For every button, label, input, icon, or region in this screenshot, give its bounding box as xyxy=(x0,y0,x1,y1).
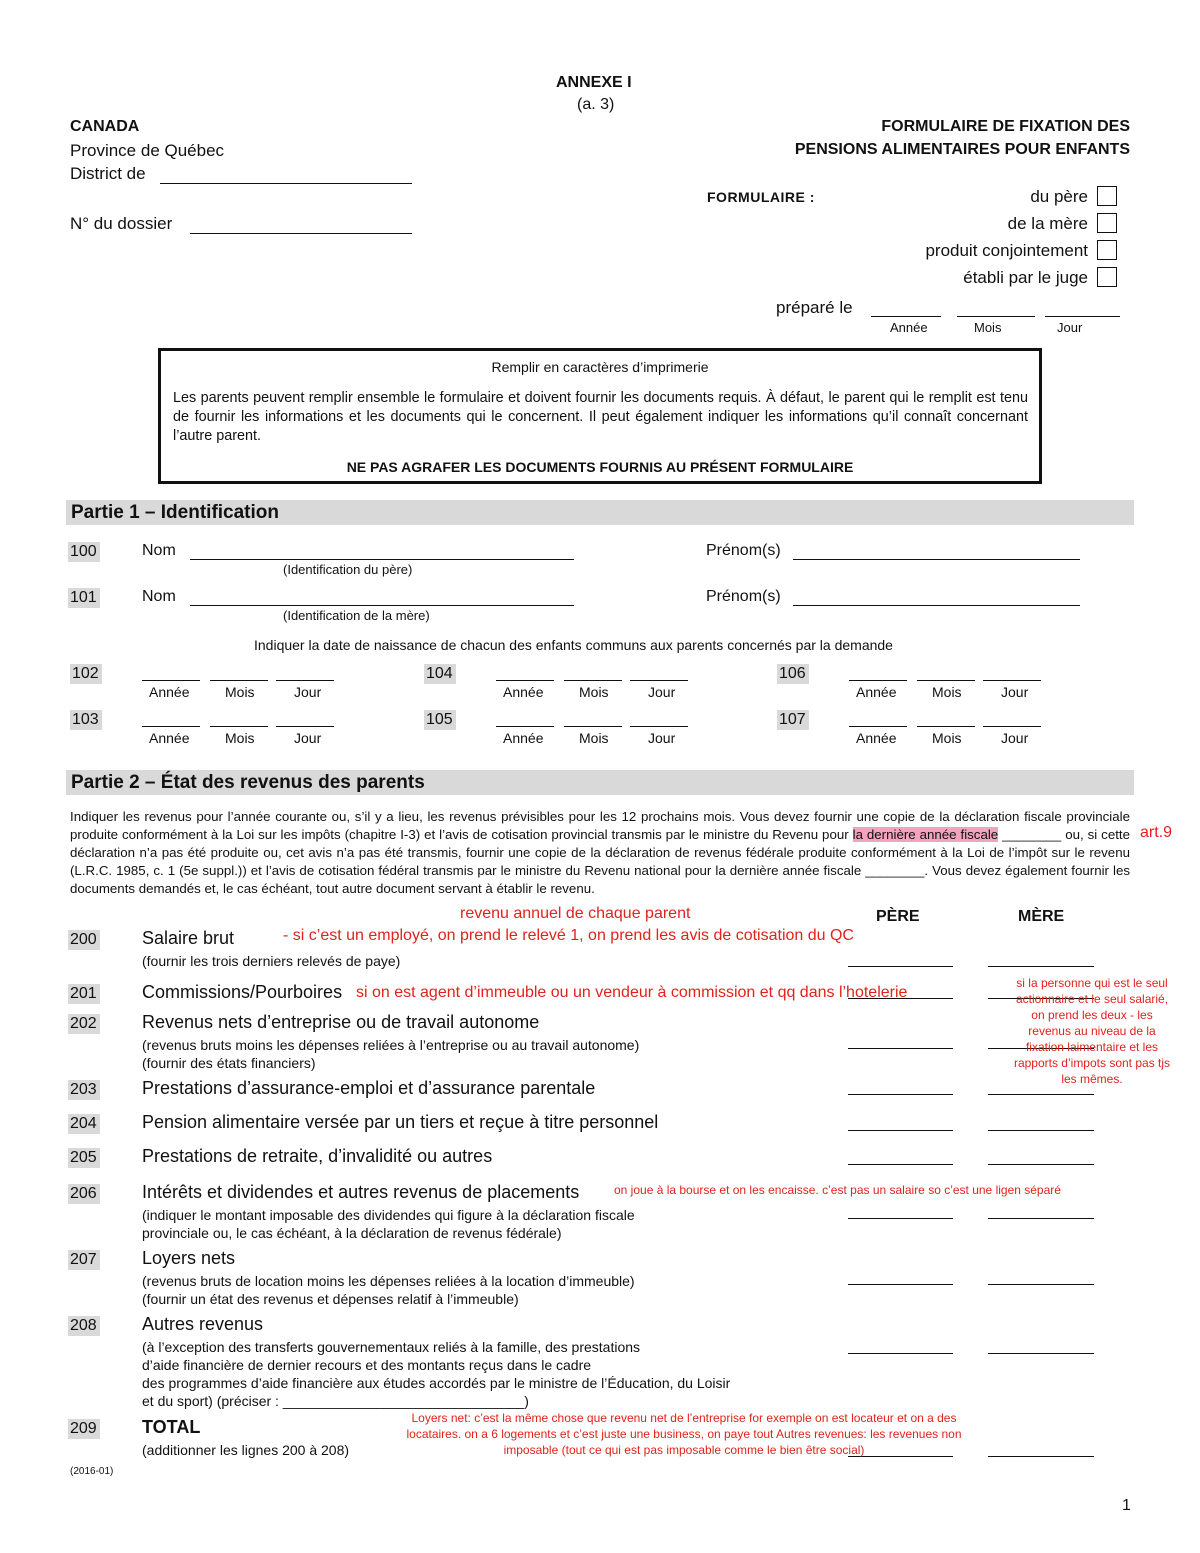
child-month-label: Mois xyxy=(579,730,609,746)
line-label-204: Pension alimentaire versée par un tiers et reçue à titre personnel xyxy=(142,1112,659,1132)
line-206-mere-field[interactable] xyxy=(988,1218,1094,1219)
checkbox-mere[interactable] xyxy=(1097,213,1117,233)
line-note-202: (revenus bruts moins les dépenses reliées à l’entreprise ou au travail autonome) xyxy=(142,1037,640,1053)
annotation-side-note: si la personne qui est le seul actionnaire et le seul salarié, on prend les deux - les revenus au niveau de la fixation laimentaire et les rapports d’impots sont pas tjs les mêmes. xyxy=(1013,976,1171,1086)
children-instruction: Indiquer la date de naissance de chacun des enfants communs aux parents concernés par la demande xyxy=(254,637,893,653)
child-day-label: Jour xyxy=(648,730,676,746)
line-label-200: Salaire brut xyxy=(142,928,235,948)
child-day-label: Jour xyxy=(294,684,322,700)
child-day-label: Jour xyxy=(294,730,322,746)
form-version: (2016-01) xyxy=(70,1466,114,1477)
annotation-revenu-title: revenu annuel de chaque parent xyxy=(460,905,691,922)
prenom-label-mere: Prénom(s) xyxy=(706,588,781,605)
line-note-208: (à l’exception des transferts gouvernementaux reliés à la famille, des prestations xyxy=(142,1339,641,1355)
option-label-conjoint: produit conjointement xyxy=(925,241,1088,260)
child-day-field[interactable] xyxy=(983,680,1041,681)
child-day-label: Jour xyxy=(1001,684,1029,700)
prepared-month-field[interactable] xyxy=(957,316,1035,317)
child-year-field[interactable] xyxy=(496,680,554,681)
checkbox-conjoint[interactable] xyxy=(1097,240,1117,260)
child-year-field[interactable] xyxy=(849,726,907,727)
code-100: 100 xyxy=(68,542,100,562)
col-mere-header: MÈRE xyxy=(1018,908,1065,925)
line-204-pere-field[interactable] xyxy=(848,1130,953,1131)
child-year-field[interactable] xyxy=(142,726,200,727)
line-203-mere-field[interactable] xyxy=(988,1094,1094,1095)
intro-part2: ________ ou, si cette déclaration n’a pas été produite ou, cet avis n’a pas été transmis, fournir une copie de la déclaration de revenus fédérale produite conformément à la Loi de l’impôt sur le revenu (L.R.C. 1985, c. 1 (5e suppl.)) et l’avis de cotisation fédéral transmis par le ministre du Revenu national pour la dernière année fiscale ________. Vous devez également fournir les documents demandés et, le cas échéant, tout autre document servant à établir le revenu. xyxy=(70,827,1130,896)
child-year-label: Année xyxy=(856,684,897,700)
annex-ref: (a. 3) xyxy=(577,96,615,113)
child-year-label: Année xyxy=(856,730,897,746)
line-label-206: Intérêts et dividendes et autres revenus de placements xyxy=(142,1182,580,1202)
annotation-commission: si on est agent d’immeuble ou un vendeur à commission et qq dans l’hotelerie xyxy=(356,984,908,1001)
line-label-209: TOTAL xyxy=(142,1417,201,1437)
line-note-208: des programmes d’aide financière aux études accordés par le ministre de l’Éducation, du Loisir xyxy=(142,1375,731,1391)
child-code: 104 xyxy=(424,664,456,684)
child-month-field[interactable] xyxy=(210,680,268,681)
child-code: 105 xyxy=(424,710,456,730)
line-label-202: Revenus nets d’entreprise ou de travail autonome xyxy=(142,1012,540,1032)
line-code-202: 202 xyxy=(68,1014,100,1034)
prepared-month-label: Mois xyxy=(974,320,1002,335)
notice-text: Les parents peuvent remplir ensemble le formulaire et doivent fournir les documents requis. À défaut, le parent qui le remplit est tenu de fournir les informations et les documents qui le concernent. Il peut également indiquer les informations qu’il connaît concernant l’autre parent. xyxy=(173,390,1028,444)
line-note-209: (additionner les lignes 200 à 208) xyxy=(142,1442,350,1458)
prepared-label: préparé le xyxy=(776,298,853,317)
child-day-field[interactable] xyxy=(630,680,688,681)
child-year-label: Année xyxy=(149,684,190,700)
line-note-207: (revenus bruts de location moins les dépenses reliées à la location d’immeuble) xyxy=(142,1273,635,1289)
line-note-206: (indiquer le montant imposable des dividendes qui figure à la déclaration fiscale xyxy=(142,1207,635,1223)
district-label: District de xyxy=(70,164,146,183)
line-note-202: (fournir des états financiers) xyxy=(142,1055,316,1071)
checkbox-juge[interactable] xyxy=(1097,267,1117,287)
child-month-field[interactable] xyxy=(917,726,975,727)
form-title-line1: FORMULAIRE DE FIXATION DES xyxy=(881,118,1130,135)
form-label: FORMULAIRE : xyxy=(707,189,815,205)
part2-intro xyxy=(70,808,1130,898)
child-day-field[interactable] xyxy=(630,726,688,727)
line-code-205: 205 xyxy=(68,1148,100,1168)
line-code-201: 201 xyxy=(68,984,100,1004)
child-day-field[interactable] xyxy=(276,726,334,727)
line-code-204: 204 xyxy=(68,1114,100,1134)
page-number: 1 xyxy=(1122,1497,1131,1514)
line-label-207: Loyers nets xyxy=(142,1248,236,1268)
intro-highlight: la dernière année fiscale xyxy=(852,827,999,842)
child-code: 106 xyxy=(777,664,809,684)
line-note-208: d’aide financière de dernier recours et des montants reçus dans le cadre xyxy=(142,1357,592,1373)
form-title-line2: PENSIONS ALIMENTAIRES POUR ENFANTS xyxy=(794,141,1130,158)
prepared-day-label: Jour xyxy=(1057,320,1083,335)
child-code: 103 xyxy=(70,710,102,730)
child-day-label: Jour xyxy=(1001,730,1029,746)
line-note-208: et du sport) (préciser : _______________________________) xyxy=(142,1393,529,1409)
line-label-208: Autres revenus xyxy=(142,1314,264,1334)
line-200-mere-field[interactable] xyxy=(988,966,1094,967)
line-code-208: 208 xyxy=(68,1316,100,1336)
line-200-pere-field[interactable] xyxy=(848,966,953,967)
child-code: 102 xyxy=(70,664,102,684)
child-month-label: Mois xyxy=(932,730,962,746)
prepared-year-field[interactable] xyxy=(871,316,941,317)
child-code: 107 xyxy=(777,710,809,730)
line-202-pere-field[interactable] xyxy=(848,1048,953,1049)
code-101: 101 xyxy=(68,588,100,608)
dossier-label: N° du dossier xyxy=(70,214,173,233)
child-year-label: Année xyxy=(503,730,544,746)
line-note-206: provinciale ou, le cas échéant, à la déclaration de revenus fédérale) xyxy=(142,1225,562,1241)
child-month-field[interactable] xyxy=(210,726,268,727)
prenom-label-pere: Prénom(s) xyxy=(706,542,781,559)
line-code-207: 207 xyxy=(68,1250,100,1270)
annotation-loyers: Loyers net: c’est la même chose que revenu net de l’entreprise for exemple on est locateur et on a des locataires. on a 6 logements et c’est juste une business, on paye tout Autres revenues: les revenues non imposable (tout ce qui est pas imposable comme le bien être social) xyxy=(406,1411,962,1457)
child-month-label: Mois xyxy=(932,684,962,700)
nom-label-mere: Nom xyxy=(142,588,176,605)
child-year-label: Année xyxy=(149,730,190,746)
line-208-mere-field[interactable] xyxy=(988,1353,1094,1354)
part1-header: Partie 1 – Identification xyxy=(66,500,1134,525)
part2-header: Partie 2 – État des revenus des parents xyxy=(66,770,1134,795)
line-code-206: 206 xyxy=(68,1184,100,1204)
notice-title: Remplir en caractères d’imprimerie xyxy=(491,359,709,375)
child-day-field[interactable] xyxy=(276,680,334,681)
line-note-200: (fournir les trois derniers relevés de paye) xyxy=(142,953,401,969)
child-month-label: Mois xyxy=(225,730,255,746)
country-label: CANADA xyxy=(70,118,140,135)
line-205-pere-field[interactable] xyxy=(848,1164,953,1165)
line-label-203: Prestations d’assurance-emploi et d’assurance parentale xyxy=(142,1078,596,1098)
prenom-pere-field[interactable] xyxy=(793,559,1080,560)
line-207-pere-field[interactable] xyxy=(848,1284,953,1285)
line-code-200: 200 xyxy=(68,930,100,950)
option-label-pere: du père xyxy=(1030,187,1088,206)
prepared-day-field[interactable] xyxy=(1045,316,1120,317)
notice-box xyxy=(158,348,1042,484)
child-month-label: Mois xyxy=(579,684,609,700)
notice-warning: NE PAS AGRAFER LES DOCUMENTS FOURNIS AU PRÉSENT FORMULAIRE xyxy=(346,459,854,475)
line-note-207: (fournir un état des revenus et dépenses relatif à l’immeuble) xyxy=(142,1291,519,1307)
line-209-mere-field[interactable] xyxy=(988,1456,1094,1457)
dossier-field[interactable] xyxy=(190,233,412,234)
col-pere-header: PÈRE xyxy=(876,908,920,925)
child-month-field[interactable] xyxy=(564,680,622,681)
child-month-field[interactable] xyxy=(917,680,975,681)
district-field[interactable] xyxy=(160,183,412,184)
line-208-pere-field[interactable] xyxy=(848,1353,953,1354)
line-204-mere-field[interactable] xyxy=(988,1130,1094,1131)
annotation-bourse: on joue à la bourse et on les encaisse. c’est pas un salaire so c’est une ligen séparé xyxy=(614,1183,1061,1197)
child-month-field[interactable] xyxy=(564,726,622,727)
child-year-label: Année xyxy=(503,684,544,700)
line-207-mere-field[interactable] xyxy=(988,1284,1094,1285)
nom-mere-sub: (Identification de la mère) xyxy=(283,608,430,623)
line-203-pere-field[interactable] xyxy=(848,1094,953,1095)
intro-part1: Indiquer les revenus pour l’année courante ou, s’il y a lieu, les revenus prévisibles pour les 12 prochains mois. Vous devez fournir une copie de la déclaration fiscale provinciale produite conformément à la Loi sur les impôts (chapitre I-3) et l’avis de cotisation provincial transmis par le ministre du Revenu pour xyxy=(70,809,1130,842)
child-day-label: Jour xyxy=(648,684,676,700)
checkbox-pere[interactable] xyxy=(1097,186,1117,206)
line-205-mere-field[interactable] xyxy=(988,1164,1094,1165)
option-label-juge: établi par le juge xyxy=(963,268,1088,287)
line-206-pere-field[interactable] xyxy=(848,1218,953,1219)
child-month-label: Mois xyxy=(225,684,255,700)
child-year-field[interactable] xyxy=(142,680,200,681)
province-label: Province de Québec xyxy=(70,141,225,160)
nom-pere-field[interactable] xyxy=(190,559,574,560)
child-year-field[interactable] xyxy=(849,680,907,681)
nom-label-pere: Nom xyxy=(142,542,176,559)
line-code-203: 203 xyxy=(68,1080,100,1100)
prenom-mere-field[interactable] xyxy=(793,605,1080,606)
line-label-201: Commissions/Pourboires xyxy=(142,982,343,1002)
annex-title: ANNEXE I xyxy=(556,74,632,91)
nom-pere-sub: (Identification du père) xyxy=(283,562,413,577)
nom-mere-field[interactable] xyxy=(190,605,574,606)
annotation-art: art.9 xyxy=(1140,824,1173,841)
prepared-year-label: Année xyxy=(890,320,928,335)
line-code-209: 209 xyxy=(68,1419,100,1439)
line-label-205: Prestations de retraite, d’invalidité ou autres xyxy=(142,1146,493,1166)
annotation-employe: - si c’est un employé, on prend le relevé 1, on prend les avis de cotisation du QC xyxy=(283,927,854,944)
child-year-field[interactable] xyxy=(496,726,554,727)
child-day-field[interactable] xyxy=(983,726,1041,727)
option-label-mere: de la mère xyxy=(1007,214,1088,233)
